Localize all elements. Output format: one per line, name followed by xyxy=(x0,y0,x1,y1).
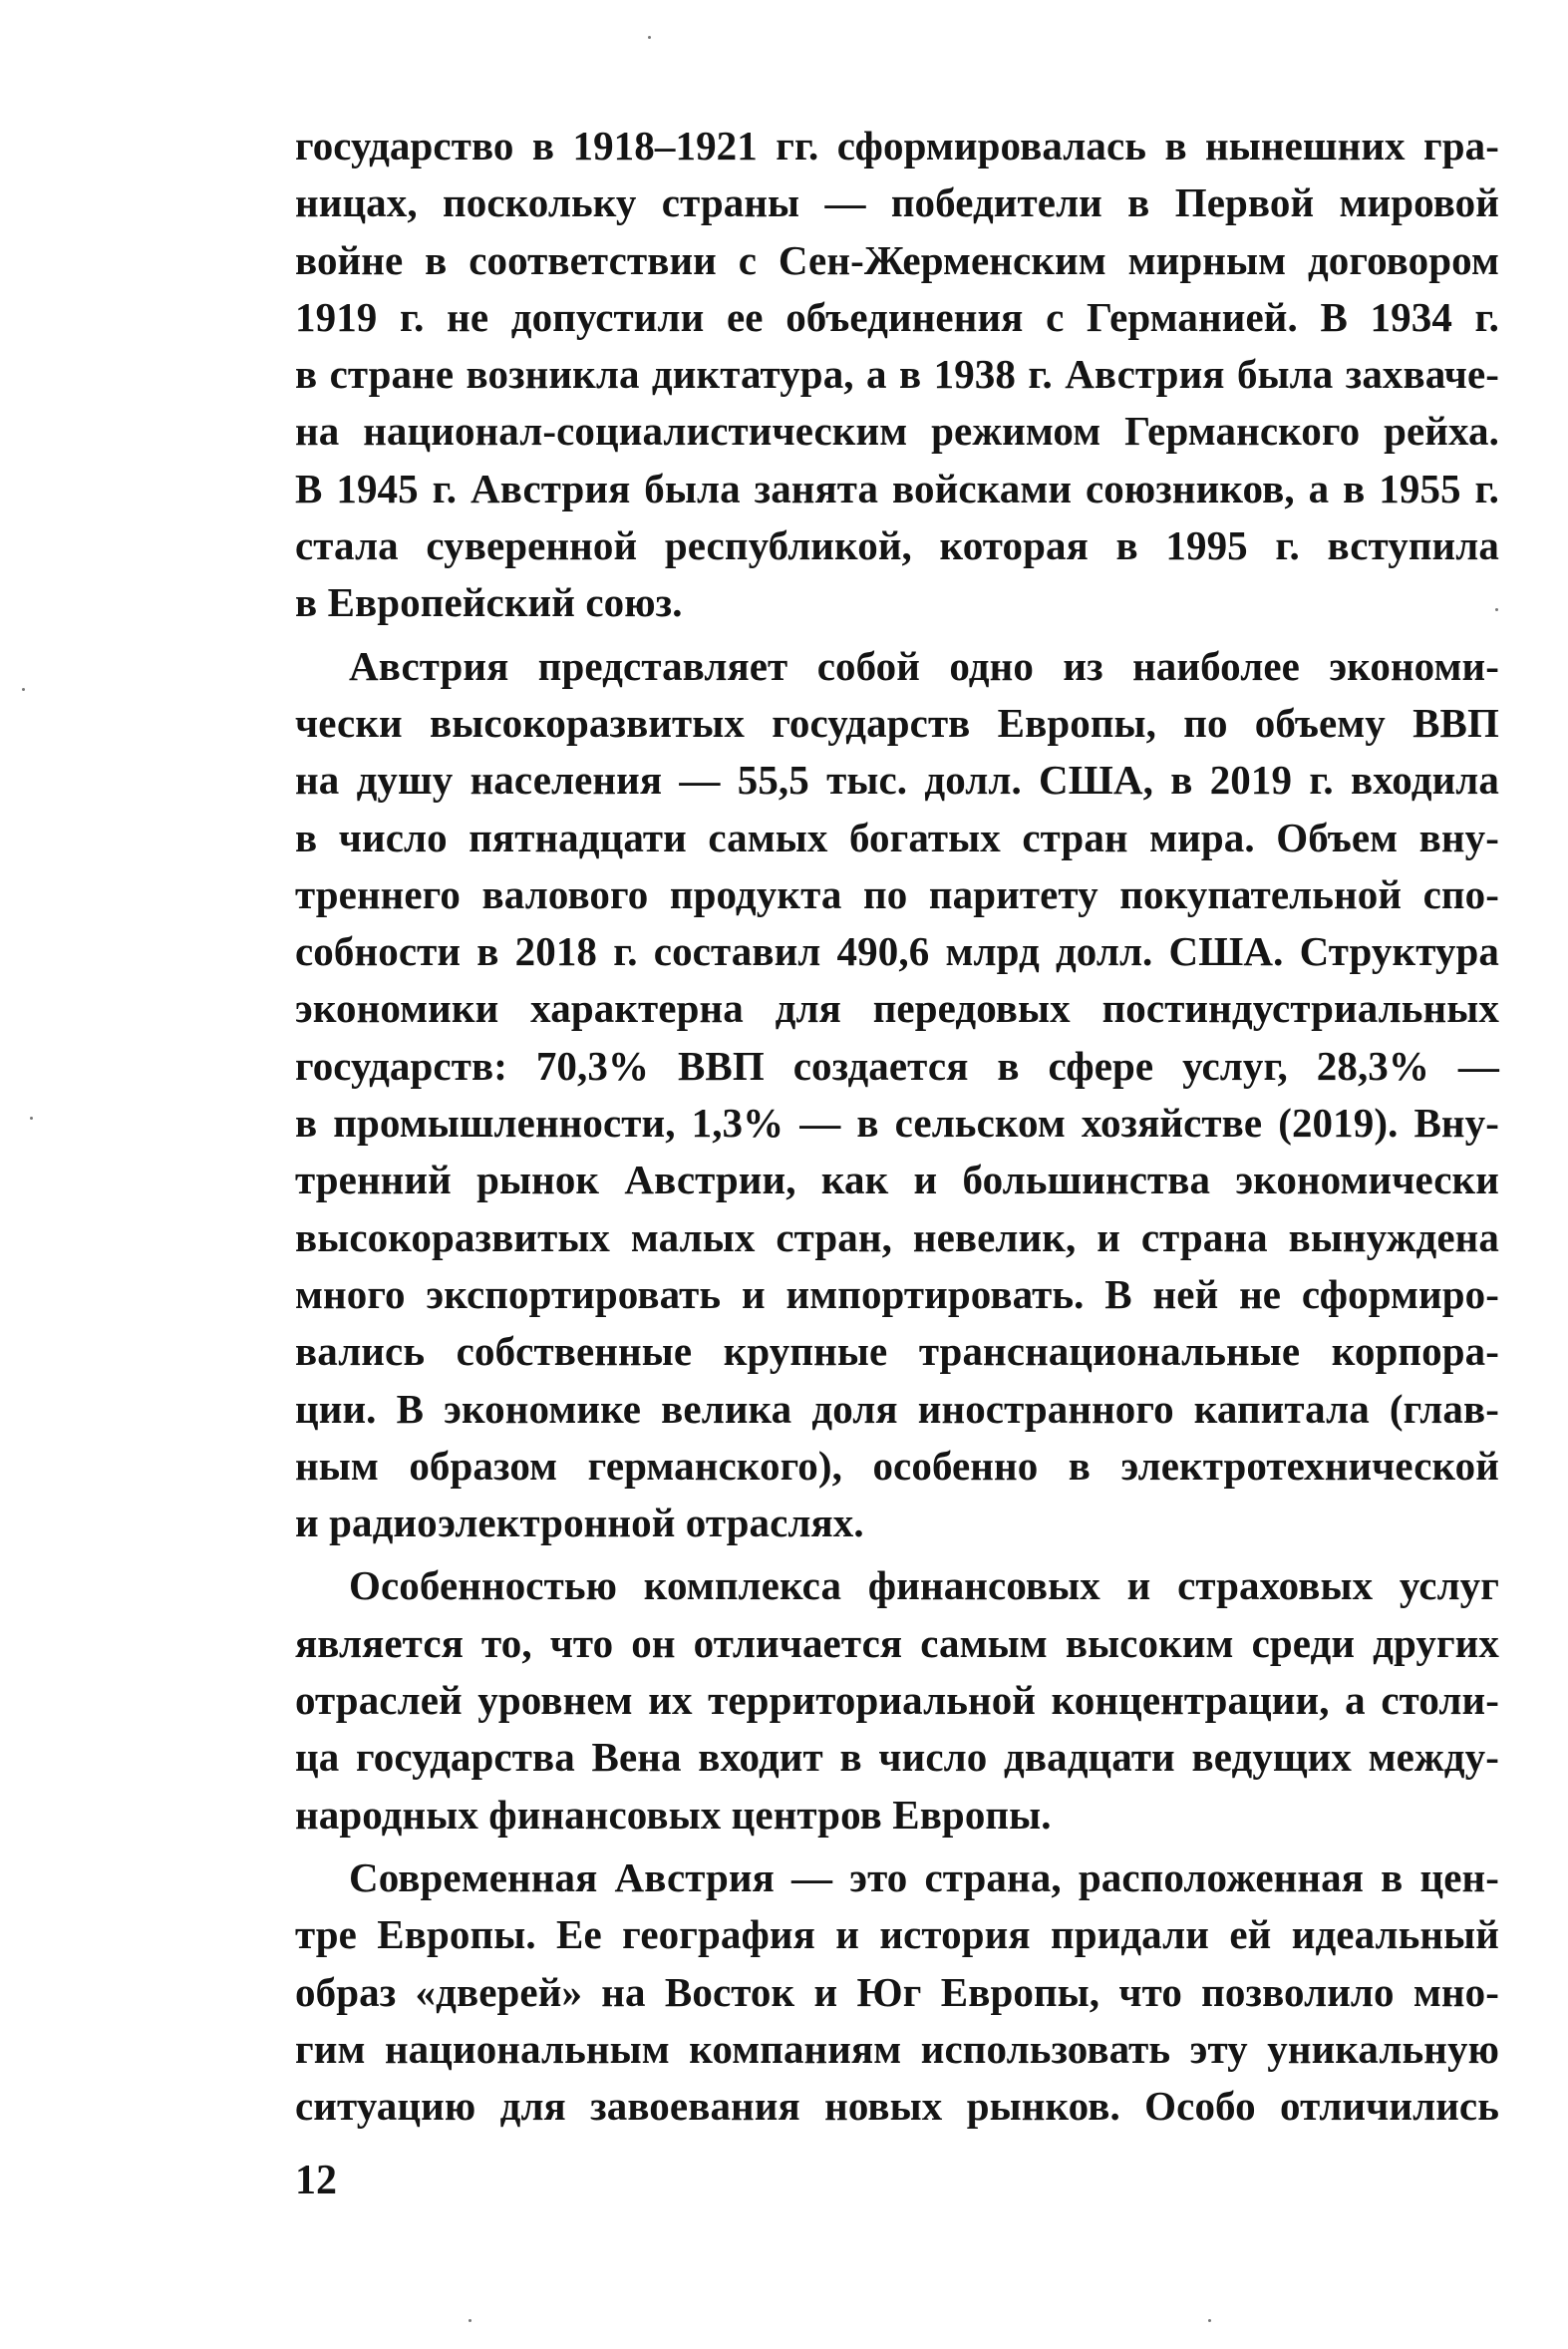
text-line: вались собственные крупные транснациональные корпора- xyxy=(295,1328,1499,1375)
paragraph xyxy=(295,118,1499,632)
text-line: Особенностью комплекса финансовых и страховых услуг xyxy=(349,1562,1499,1609)
text-line: на душу населения — 55,5 тыс. долл. США, в 2019 г. входила xyxy=(295,757,1499,804)
text-line: много экспортировать и импортировать. В ней не сформиро- xyxy=(295,1270,1499,1317)
paragraph xyxy=(295,638,1499,1552)
scan-speck xyxy=(1495,608,1498,611)
text-line: высокоразвитых малых стран, невелик, и страна вынуждена xyxy=(295,1213,1499,1260)
text-line: государств: 70,3% ВВП создается в сфере услуг, 28,3% — xyxy=(295,1042,1499,1089)
text-line: ца государства Вена входит в число двадцати ведущих между- xyxy=(295,1734,1499,1781)
text-line: В 1945 г. Австрия была занята войсками союзников, а в 1955 г. xyxy=(295,465,1499,511)
text-line: ным образом германского), особенно в электротехнической xyxy=(295,1442,1499,1489)
text-line: в стране возникла диктатура, а в 1938 г. Австрия была захваче- xyxy=(295,351,1499,398)
text-line: образ «дверей» на Восток и Юг Европы, что позволило мно- xyxy=(295,1968,1499,2015)
text-line: народных финансовых центров Европы. xyxy=(295,1791,1052,1838)
text-line: отраслей уровнем их территориальной концентрации, а столи- xyxy=(295,1677,1499,1724)
text-line: на национал-социалистическим режимом Германского рейха. xyxy=(295,408,1499,455)
body-text xyxy=(295,118,1499,2135)
text-line: 1919 г. не допустили ее объединения с Германией. В 1934 г. xyxy=(295,293,1499,340)
text-line: является то, что он отличается самым высоким среди других xyxy=(295,1619,1499,1666)
text-line: стала суверенной республикой, которая в 1995 г. вступила xyxy=(295,522,1499,569)
text-line: тре Европы. Ее география и история придали ей идеальный xyxy=(295,1911,1499,1958)
text-line: войне в соответствии с Сен-Жерменским мирным договором xyxy=(295,236,1499,283)
scan-speck xyxy=(469,2319,471,2322)
scan-speck xyxy=(648,36,651,39)
text-line: Современная Австрия — это страна, расположенная в цен- xyxy=(349,1853,1499,1900)
text-line: в число пятнадцати самых богатых стран мира. Объем вну- xyxy=(295,814,1499,860)
paragraph xyxy=(295,1557,1499,1843)
paragraph xyxy=(295,1849,1499,2135)
scan-speck xyxy=(30,1117,33,1120)
text-line: в Европейский союз. xyxy=(295,579,683,626)
text-line: чески высокоразвитых государств Европы, по объему ВВП xyxy=(295,699,1499,746)
text-line: гим национальным компаниям использовать эту уникальную xyxy=(295,2025,1499,2072)
text-line: экономики характерна для передовых постиндустриальных xyxy=(295,985,1499,1032)
scan-speck xyxy=(1208,2319,1211,2322)
text-line: Австрия представляет собой одно из наиболее экономи- xyxy=(349,642,1499,689)
text-line: в промышленности, 1,3% — в сельском хозяйстве (2019). Вну- xyxy=(295,1100,1499,1147)
text-line: и радиоэлектронной отраслях. xyxy=(295,1500,864,1546)
text-line: тренний рынок Австрии, как и большинства экономически xyxy=(295,1157,1499,1203)
text-line: ницах, поскольку страны — победители в Первой мировой xyxy=(295,179,1499,226)
text-line: треннего валового продукта по паритету покупательной спо- xyxy=(295,870,1499,917)
scan-speck xyxy=(22,688,25,691)
text-line: государство в 1918–1921 гг. сформировалась в нынешних гра- xyxy=(295,123,1499,168)
text-line: ции. В экономике велика доля иностранного капитала (глав- xyxy=(295,1385,1499,1432)
page-number: 12 xyxy=(295,2158,337,2203)
text-line: собности в 2018 г. составил 490,6 млрд долл. США. Структура xyxy=(295,928,1499,975)
text-line: ситуацию для завоевания новых рынков. Особо отличились xyxy=(295,2083,1499,2130)
